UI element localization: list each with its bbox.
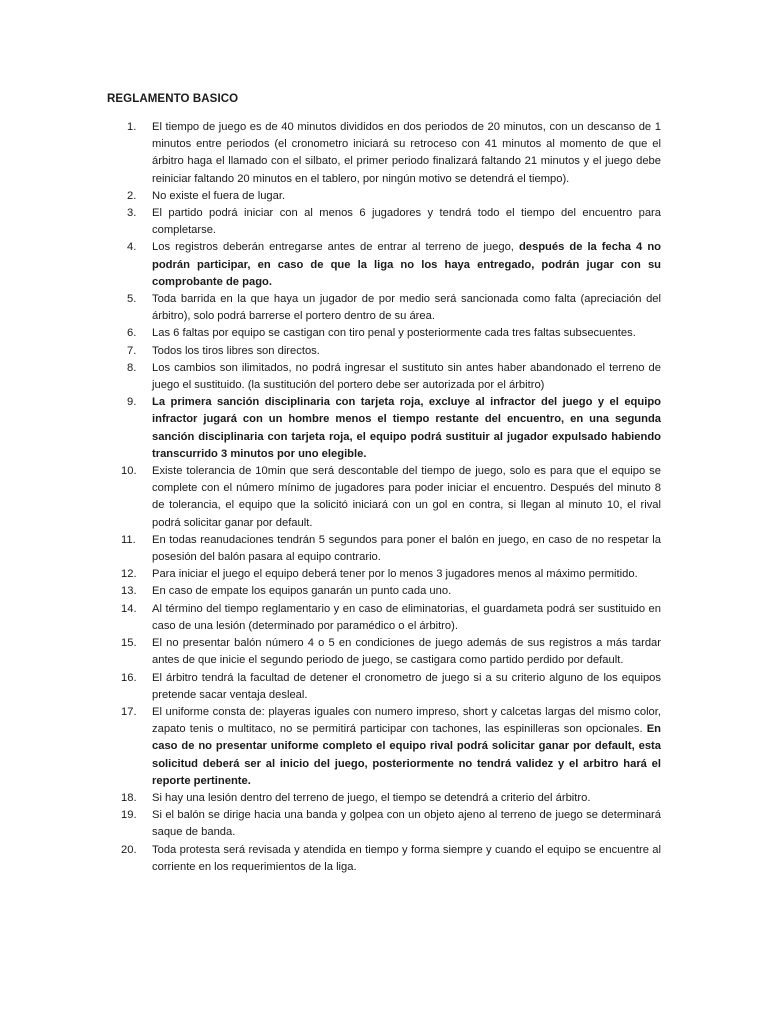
rule-text: Existe tolerancia de 10min que será descontable del tiempo de juego, solo es para que el equipo se complete con el número mínimo de jugadores para poder iniciar el encuentro. Después del minuto 8 de tolerancia, el equipo que la solicitó iniciará con un gol en contra, si llegan al minuto 10, el rival podrá solicitar ganar por default. <box>152 465 661 529</box>
rule-item <box>107 325 661 342</box>
rule-text: El no presentar balón número 4 o 5 en condiciones de juego además de sus registros a más tardar antes de que inicie el segundo periodo de juego, se castigara como partido perdido por default. <box>152 637 661 667</box>
rule-text: Los cambios son ilimitados, no podrá ingresar el sustituto sin antes haber abandonado el terreno de juego el sustituido. (la sustitución del portero debe ser autorizada por el árbitro) <box>152 361 661 392</box>
rule-number: 16. <box>121 671 137 684</box>
rule-text: Para iniciar el juego el equipo deberá tener por lo menos 3 jugadores menos al máximo permitido. <box>152 568 638 581</box>
rule-text: El partido podrá iniciar con al menos 6 jugadores y tendrá todo el tiempo del encuentro para completarse. <box>152 207 661 237</box>
rule-item <box>107 807 661 841</box>
rule-number: 7. <box>127 344 137 357</box>
rule-item <box>107 842 661 876</box>
document-title: REGLAMENTO BASICO <box>107 93 239 105</box>
rule-number: 10. <box>121 465 137 478</box>
rule-text: El uniforme consta de: playeras iguales con numero impreso, short y calcetas largas del mismo color, zapato tenis o multitaco, no se permitirá participar con tachones, las espinilleras son opcionales. <box>152 705 661 736</box>
rule-number: 11. <box>121 533 136 546</box>
rule-text: En caso de empate los equipos ganarán un punto cada uno. <box>152 585 452 598</box>
rule-bold-text: En caso de no presentar uniforme completo el equipo rival podrá solicitar ganar por default, esta solicitud deberá ser al inicio del juego, posteriormente no tendrá validez y el arbitro hará el reporte pertinente. <box>152 723 661 787</box>
rule-text: Las 6 faltas por equipo se castigan con tiro penal y posteriormente cada tres faltas subsecuentes. <box>152 327 636 340</box>
rule-number: 12. <box>121 568 137 581</box>
rule-number: 17. <box>121 705 137 718</box>
rule-number: 3. <box>127 207 137 220</box>
rule-item <box>107 583 661 600</box>
rule-text: Si hay una lesión dentro del terreno de juego, el tiempo se detendrá a criterio del árbitro. <box>152 791 591 804</box>
rule-item <box>107 463 661 532</box>
rule-text: Los registros deberán entregarse antes de entrar al terreno de juego, <box>152 241 519 254</box>
rule-item <box>107 291 661 325</box>
rule-number: 15. <box>121 637 137 650</box>
rule-item <box>107 239 661 291</box>
rule-text: No existe el fuera de lugar. <box>152 189 286 202</box>
rule-item <box>107 394 661 463</box>
rule-number: 9. <box>127 396 137 409</box>
rule-item <box>107 360 661 394</box>
rule-text: Toda protesta será revisada y atendida en tiempo y forma siempre y cuando el equipo se encuentre al corriente en los requerimientos de la liga. <box>152 843 661 873</box>
rule-item <box>107 601 661 635</box>
rule-text: Toda barrida en la que haya un jugador de por medio será sancionada como falta (apreciación del árbitro), solo podrá barrerse el portero dentro de su área. <box>152 293 661 323</box>
rule-item <box>107 119 661 188</box>
rule-text: En todas reanudaciones tendrán 5 segundos para poner el balón en juego, en caso de no respetar la posesión del balón pasara al equipo contrario. <box>152 533 661 564</box>
rule-item <box>107 188 661 205</box>
rule-number: 19. <box>121 809 137 822</box>
rule-number: 18. <box>121 791 137 804</box>
rules-list <box>107 119 661 876</box>
rule-number: 14. <box>121 602 137 615</box>
rule-number: 20. <box>121 843 137 856</box>
rule-number: 2. <box>127 189 137 202</box>
rule-item <box>107 704 661 790</box>
rule-item <box>107 635 661 669</box>
rule-text: El árbitro tendrá la facultad de detener el cronometro de juego si a su criterio alguno de los equipos pretende sacar ventaja desleal. <box>152 671 661 701</box>
rule-number: 8. <box>127 361 137 374</box>
rule-item <box>107 790 661 807</box>
rule-number: 13. <box>121 585 137 598</box>
rule-text: El tiempo de juego es de 40 minutos divididos en dos periodos de 20 minutos, con un descanso de 1 minutos entre periodos (el cronometro iniciará su retroceso con 41 minutos al momento de que el árbitro haga el llamado con el silbato, el primer periodo finalizará faltando 21 minutos y el juego debe reiniciar faltando 20 minutos en el tablero, por ningún motivo se detendrá el tiempo). <box>152 121 661 185</box>
rule-number: 5. <box>127 293 137 306</box>
rule-text: Si el balón se dirige hacia una banda y golpea con un objeto ajeno al terreno de juego se determinará saque de banda. <box>152 809 661 839</box>
rule-number: 4. <box>127 241 137 254</box>
rule-text: Al término del tiempo reglamentario y en caso de eliminatorias, el guardameta podrá ser sustituido en caso de una lesión (determinado por paramédico o el árbitro). <box>152 602 661 632</box>
rule-bold-text: después de la fecha 4 no podrán participar, en caso de que la liga no los haya entregado, podrán jugar con su comprobante de pago. <box>152 241 661 288</box>
rule-item <box>107 670 661 704</box>
rule-item <box>107 532 661 566</box>
rule-item <box>107 566 661 583</box>
rule-number: 1. <box>127 121 137 133</box>
rule-item <box>107 343 661 360</box>
rule-bold-text: La primera sanción disciplinaria con tarjeta roja, excluye al infractor del juego y el equipo infractor jugará con un hombre menos el tiempo restante del encuentro, en una segunda sanción disciplinaria con tarjeta roja, el equipo podrá sustituir al jugador expulsado habiendo transcurrido 3 minutos por uno elegible. <box>152 396 661 460</box>
rule-number: 6. <box>127 327 137 340</box>
rule-item <box>107 205 661 239</box>
rule-text: Todos los tiros libres son directos. <box>152 344 320 357</box>
